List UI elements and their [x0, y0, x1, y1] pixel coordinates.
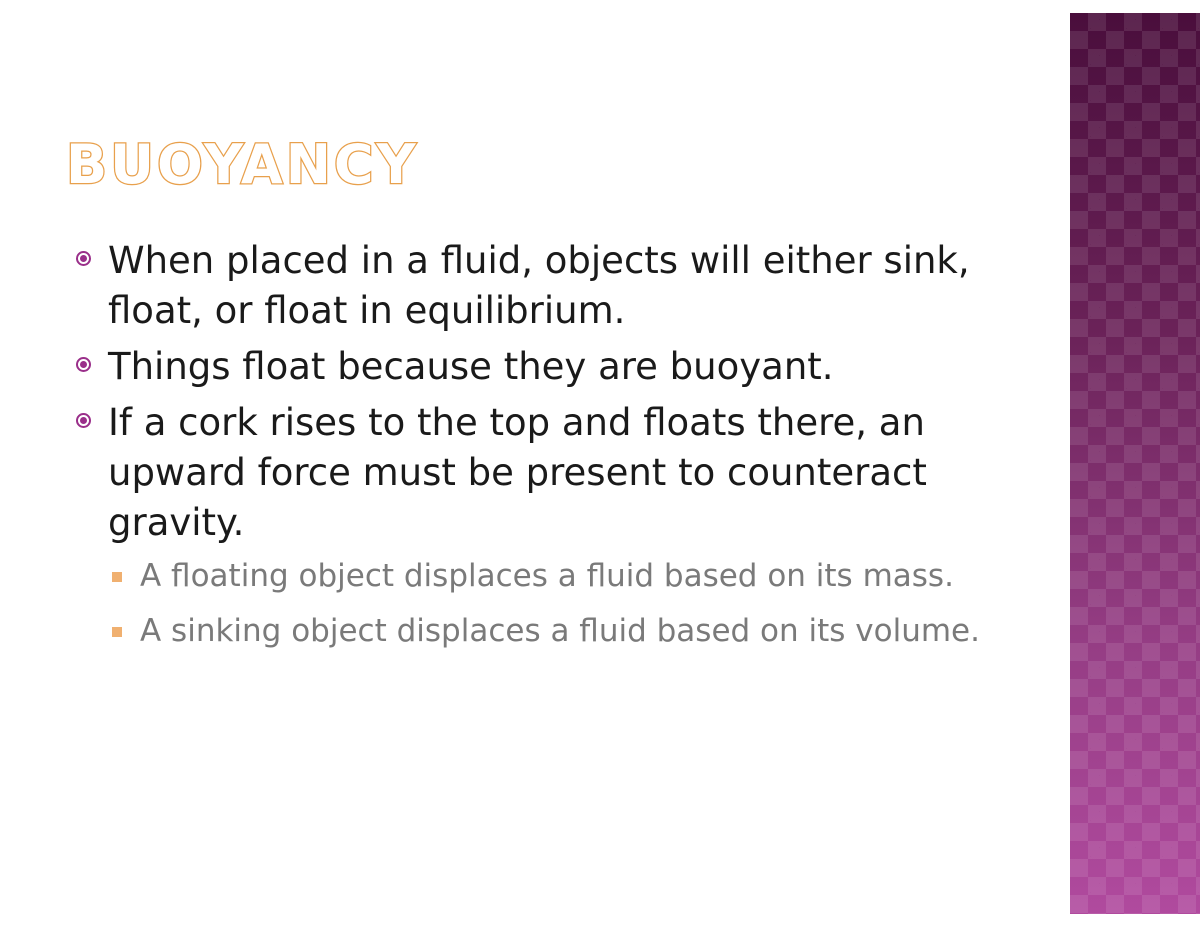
sub-bullet-item — [106, 554, 1024, 599]
bullet-text: Things float because they are buoyant. — [108, 345, 834, 388]
square-bullet-icon — [112, 572, 122, 582]
circle-bullet-icon — [76, 251, 91, 266]
bullet-text: When placed in a fluid, objects will either sink, float, or float in equilibrium. — [108, 239, 970, 332]
square-bullet-icon — [112, 627, 122, 637]
sub-bullet-text: A sinking object displaces a fluid based on its volume. — [140, 613, 980, 649]
sub-bullet-list — [74, 554, 1024, 654]
bullet-list — [74, 236, 1024, 664]
bullet-item — [74, 236, 1024, 336]
sub-bullet-text: A floating object displaces a fluid based on its mass. — [140, 558, 954, 594]
bullet-item — [74, 342, 1024, 392]
slide-title: BUOYANCY — [66, 133, 419, 196]
sub-bullet-item — [106, 609, 1024, 654]
circle-bullet-icon — [76, 357, 91, 372]
diamond-pattern — [1070, 13, 1200, 914]
circle-bullet-icon — [76, 413, 91, 428]
bullet-item — [74, 398, 1024, 548]
bullet-text: If a cork rises to the top and floats there, an upward force must be present to counteract gravity. — [108, 401, 927, 544]
decorative-side-band — [1070, 13, 1200, 914]
sub-bullet-container — [74, 554, 1024, 654]
